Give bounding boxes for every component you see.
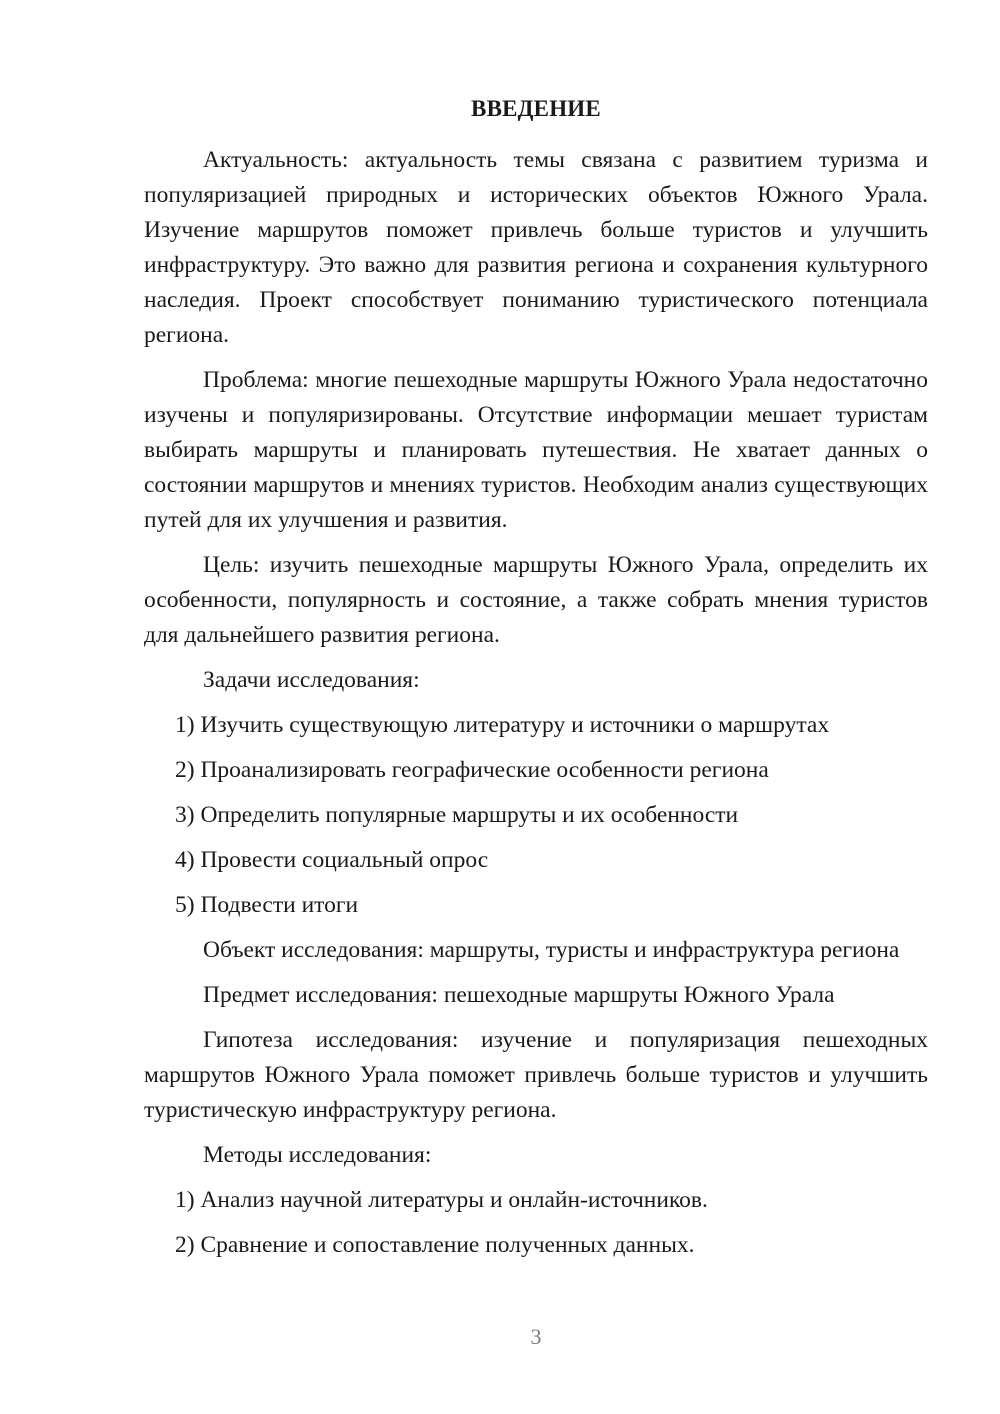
task-item-1: 1) Изучить существующую литературу и источники о маршрутах	[175, 712, 830, 738]
tasks-title: Задачи исследования:	[203, 667, 420, 693]
subject-paragraph: Предмет исследования: пешеходные маршруты Южного Урала	[203, 982, 835, 1008]
relevance-paragraph: Актуальность: актуальность темы связана с развитием туризма и популяризацией природных и исторических объектов Южного Урала. Изучение маршрутов поможет привлечь больше туристов и улучшить инфраструктуру. Это важно для развития региона и сохранения культурного наследия. Проект способствует пониманию туристического потенциала региона.	[144, 147, 928, 348]
method-item-1: 1) Анализ научной литературы и онлайн-источников.	[175, 1187, 708, 1213]
method-item-2: 2) Сравнение и сопоставление полученных данных.	[175, 1232, 695, 1258]
object-paragraph: Объект исследования: маршруты, туристы и инфраструктура региона	[203, 937, 900, 963]
methods-title: Методы исследования:	[203, 1142, 432, 1168]
task-item-4: 4) Провести социальный опрос	[175, 847, 489, 873]
methods-list	[144, 1183, 928, 1263]
page-number: 3	[530, 1324, 542, 1349]
hypothesis-paragraph: Гипотеза исследования: изучение и популяризация пешеходных маршрутов Южного Урала поможет привлечь больше туристов и улучшить туристическую инфраструктуру региона.	[144, 1027, 928, 1123]
tasks-list	[144, 708, 928, 923]
body-text	[144, 143, 928, 1273]
task-item-5: 5) Подвести итоги	[175, 892, 359, 918]
task-item-3: 3) Определить популярные маршруты и их особенности	[175, 802, 739, 828]
task-item-2: 2) Проанализировать географические особенности региона	[175, 757, 769, 783]
goal-paragraph: Цель: изучить пешеходные маршруты Южного Урала, определить их особенности, популярность и состояние, а также собрать мнения туристов для дальнейшего развития региона.	[144, 552, 928, 648]
problem-paragraph: Проблема: многие пешеходные маршруты Южного Урала недостаточно изучены и популяризированы. Отсутствие информации мешает туристам выбирать маршруты и планировать путешествия. Не хватает данных о состоянии маршрутов и мнениях туристов. Необходим анализ существующих путей для их улучшения и развития.	[144, 367, 928, 533]
section-heading: ВВЕДЕНИЕ	[471, 96, 601, 121]
